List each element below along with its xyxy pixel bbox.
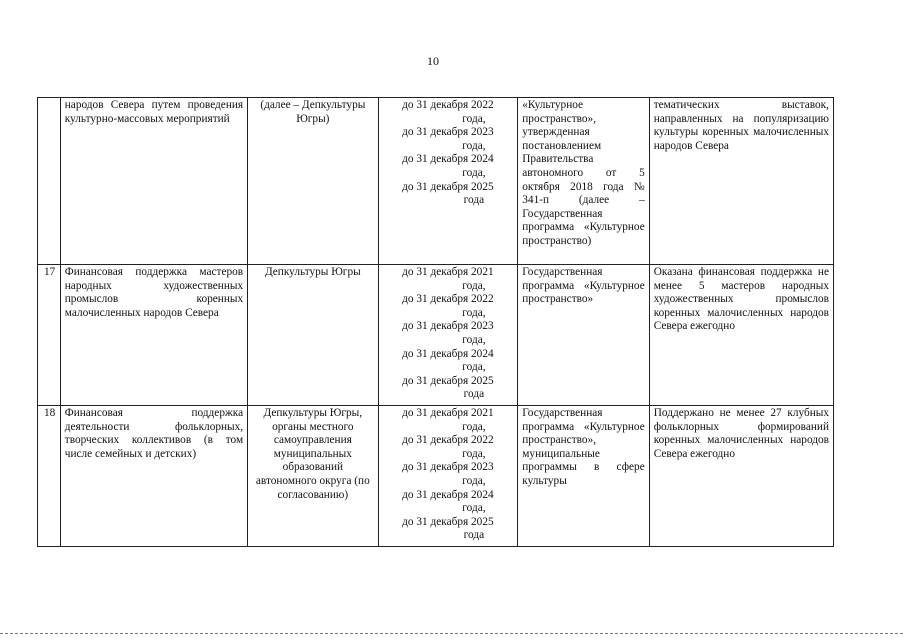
measures-table [37,97,834,547]
deadline-line: до 31 декабря 2022 [402,293,494,306]
deadlines [378,98,518,265]
deadline-line: до 31 декабря 2021 [402,266,494,278]
deadline-line: года, [462,420,486,433]
deadline-line: года, [462,166,486,179]
deadline-line: до 31 декабря 2022 [402,434,494,447]
deadline-line: до 31 декабря 2023 [402,126,494,139]
deadline-line: до 31 декабря 2024 [402,153,494,166]
deadline-line: до 31 декабря 2023 [402,461,494,474]
deadline-line: до 31 декабря 2021 [402,407,494,419]
deadline-line: до 31 декабря 2025 [402,515,494,528]
deadlines [378,406,518,547]
executor: Депкультуры Югры [248,265,378,406]
deadline-line: до 31 декабря 2024 [402,347,494,360]
executor: Депкультуры Югры, органы местного самоуправления муниципальных образований автономного округа (по согласованию) [248,406,378,547]
expected-result: тематических выставок, направленных на популяризацию культуры коренных малочисленных народов Севера [649,98,833,265]
row-number [38,98,61,265]
executor: (далее – Депкультуры Югры) [248,98,378,265]
deadline-line: года, [462,361,486,374]
page-number: 10 [427,54,439,68]
deadline-line: года, [462,112,486,125]
table-row [38,406,834,547]
deadline-line: года, [462,474,486,487]
expected-result: Оказана финансовая поддержка не менее 5 мастеров народных художественных промыслов коренных малочисленных народов Севера ежегодно [649,265,833,406]
deadline-line: до 31 декабря 2024 [402,488,494,501]
row-number: 17 [38,265,61,406]
expected-result: Поддержано не менее 27 клубных фольклорных формирований коренных малочисленных народов Севера ежегодно [649,406,833,547]
deadline-line: до 31 декабря 2022 [402,99,494,111]
measure-name: Финансовая поддержка деятельности фольклорных, творческих коллективов (в том числе семейных и детских) [60,406,247,547]
row-number: 18 [38,406,61,547]
deadline-line: года [463,529,485,542]
funding-source: «Культурное пространство», утвержденная постановлением Правительства автономного от 5 октября 2018 года № 341-п (далее – Государственная программа «Культурное пространство) [518,98,649,265]
deadline-line: года, [462,279,486,292]
deadline-line: года, [462,447,486,460]
deadline-line: года [463,388,485,401]
funding-source: Государственная программа «Культурное пространство», муниципальные программы в сфере культуры [518,406,649,547]
page-bottom-border [0,633,905,634]
measure-name: Финансовая поддержка мастеров народных художественных промыслов коренных малочисленных народов Севера [60,265,247,406]
deadline-line: года, [462,502,486,515]
measure-name: народов Севера путем проведения культурно-массовых мероприятий [60,98,247,265]
deadline-line: года, [462,139,486,152]
deadline-line: до 31 декабря 2025 [402,180,494,193]
table-row [38,265,834,406]
table-row [38,98,834,265]
deadline-line: до 31 декабря 2023 [402,320,494,333]
funding-source: Государственная программа «Культурное пространство» [518,265,649,406]
deadline-line: года, [462,306,486,319]
deadline-line: до 31 декабря 2025 [402,374,494,387]
deadline-line: года [463,194,485,207]
deadlines [378,265,518,406]
deadline-line: года, [462,333,486,346]
